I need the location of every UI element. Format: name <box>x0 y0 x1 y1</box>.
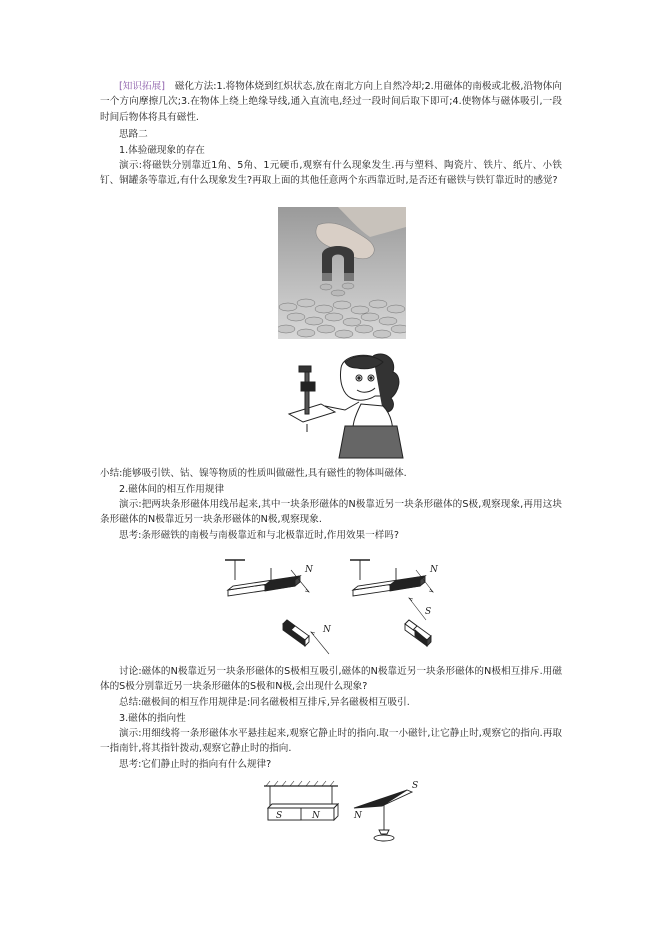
horseshoe-magnet-coins-photo <box>278 207 406 339</box>
label-n-1: N <box>305 565 313 575</box>
section-2-title: 2.磁体间的相互作用规律 <box>119 484 225 495</box>
section-3-think: 思考:它们静止时的指向有什么规律? <box>119 759 272 770</box>
needle-label-s: S <box>412 781 419 791</box>
bar-magnets-interaction-diagram <box>225 558 440 658</box>
magnet-label-n: N <box>312 811 320 821</box>
section-1-title: 1.体验磁现象的存在 <box>119 145 205 156</box>
needle-label-n: N <box>354 811 362 821</box>
knowledge-extension-text: 磁化方法:1.将物体烧到红炽状态,放在南北方向上自然冷却;2.用磁体的南极或北极,沿物体向一个方向摩擦几次;3.在物体上绕上绝缘导线,通入直流电,经过一段时间后取下即可;4.使物体与磁体吸引,一段时间后物体将具有磁性. <box>100 81 562 123</box>
label-s-1: S <box>425 607 432 617</box>
idea-two-heading: 思路二 <box>119 129 148 140</box>
label-n-2: N <box>323 625 331 635</box>
knowledge-extension-paragraph <box>100 79 562 125</box>
knowledge-extension-tag: [知识拓展] <box>119 81 166 92</box>
section-2-discussion: 讨论:磁体的N极靠近另一块条形磁体的S极相互吸引,磁体的N极靠近另一块条形磁体的N极相互排斥.用磁体的S极分别靠近另一块条形磁体的S极和N极,会出现什么现象? <box>100 666 562 693</box>
section-2-summary: 总结:磁极间的相互作用规律是:同名磁极相互排斥,异名磁极相互吸引. <box>119 697 410 708</box>
label-n-3: N <box>430 565 438 575</box>
section-2-demo: 演示:把两块条形磁体用线吊起来,其中一块条形磁体的N极靠近另一块条形磁体的S极,观察现象,再用这块条形磁体的N极靠近另一块条形磁体的N极,观察现象. <box>100 499 562 526</box>
magnet-label-s: S <box>276 811 283 821</box>
magnet-pointing-diagram <box>262 778 432 846</box>
section-3-title: 3.磁体的指向性 <box>119 713 186 724</box>
section-1-demo: 演示:将磁铁分别靠近1角、5角、1元硬币,观察有什么现象发生.再与塑料、陶瓷片、铁片、纸片、小铁钉、铜罐条等靠近,有什么现象发生?再取上面的其他任意两个东西靠近时,是否还有磁铁与铁钉靠近时的感觉? <box>100 160 562 187</box>
section-1-summary: 小结:能够吸引铁、钴、镍等物质的性质叫做磁性,具有磁性的物体叫磁体. <box>100 468 407 479</box>
section-2-think: 思考:条形磁铁的南极与南极靠近和与北极靠近时,作用效果一样吗? <box>119 530 399 541</box>
section-3-demo: 演示:用细线将一条形磁体水平悬挂起来,观察它静止时的指向.取一小磁针,让它静止时,观察它的指向.再取一指南针,将其指针拨动,观察它静止时的指向. <box>100 728 562 755</box>
girl-magnet-cartoon <box>285 352 415 460</box>
